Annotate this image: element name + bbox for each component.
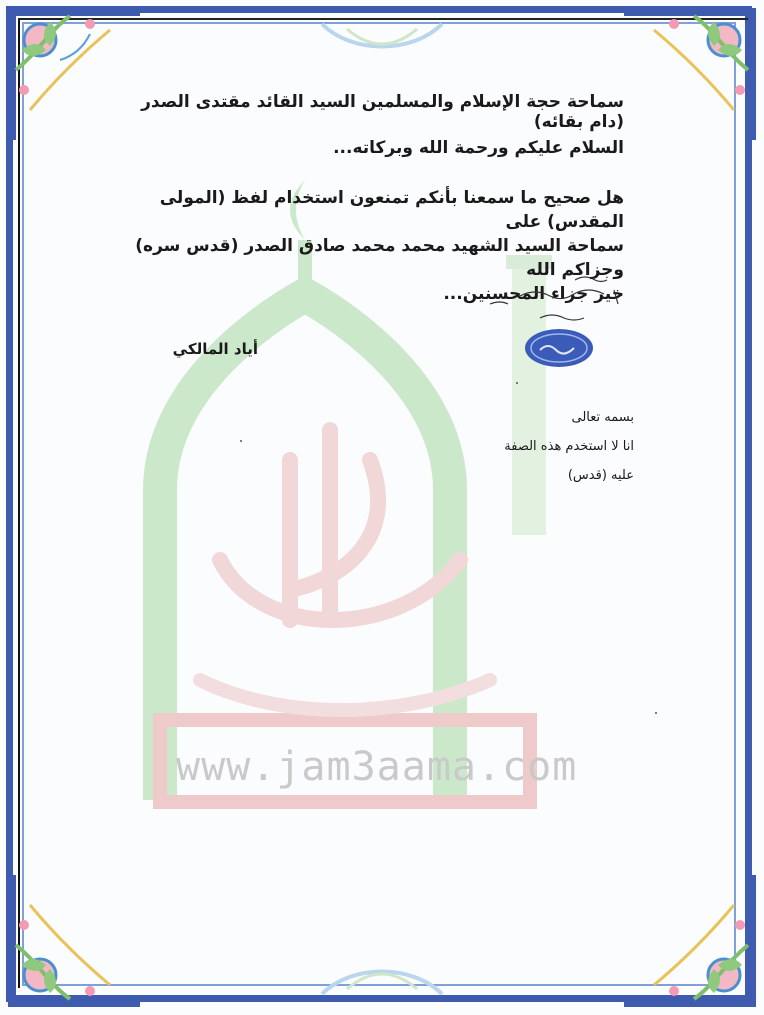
reply-line-1: بسمه تعالى — [571, 410, 634, 425]
corner-ornament-top-right — [614, 0, 764, 150]
letter-greeting: السلام عليكم ورحمة الله وبركاته... — [333, 138, 624, 158]
question-line-2: سماحة السيد الشهيد محمد محمد صادق الصدر (قدس سره) وجزاكم الله — [135, 236, 624, 280]
watermark-url: www.jam3aama.com — [176, 744, 578, 790]
corner-ornament-bottom-left — [0, 865, 150, 1015]
bottom-edge-ornament — [317, 944, 447, 1004]
reply-line-2: انا لا استخدم هذه الصفة — [504, 439, 634, 454]
top-edge-ornament — [317, 14, 447, 74]
stamp-seal-icon — [522, 326, 596, 370]
corner-ornament-bottom-right — [614, 865, 764, 1015]
reply-line-3: عليه (قدس) — [567, 468, 634, 483]
question-line-1: هل صحيح ما سمعنا بأنكم تمنعون استخدام لفظ (المولى المقدس) على — [159, 188, 624, 232]
handwritten-reply — [480, 268, 630, 330]
letter-addressee: سماحة حجة الإسلام والمسلمين السيد القائد مقتدى الصدر (دام بقائه) — [141, 92, 624, 132]
left-rule-line — [18, 18, 20, 988]
question-line-3: خير جزاء المحسنين... — [443, 284, 624, 304]
letter-sender: أياد المالكي — [172, 340, 258, 358]
scan-speck — [240, 440, 242, 442]
scan-speck — [516, 382, 518, 384]
scan-speck — [655, 712, 657, 714]
